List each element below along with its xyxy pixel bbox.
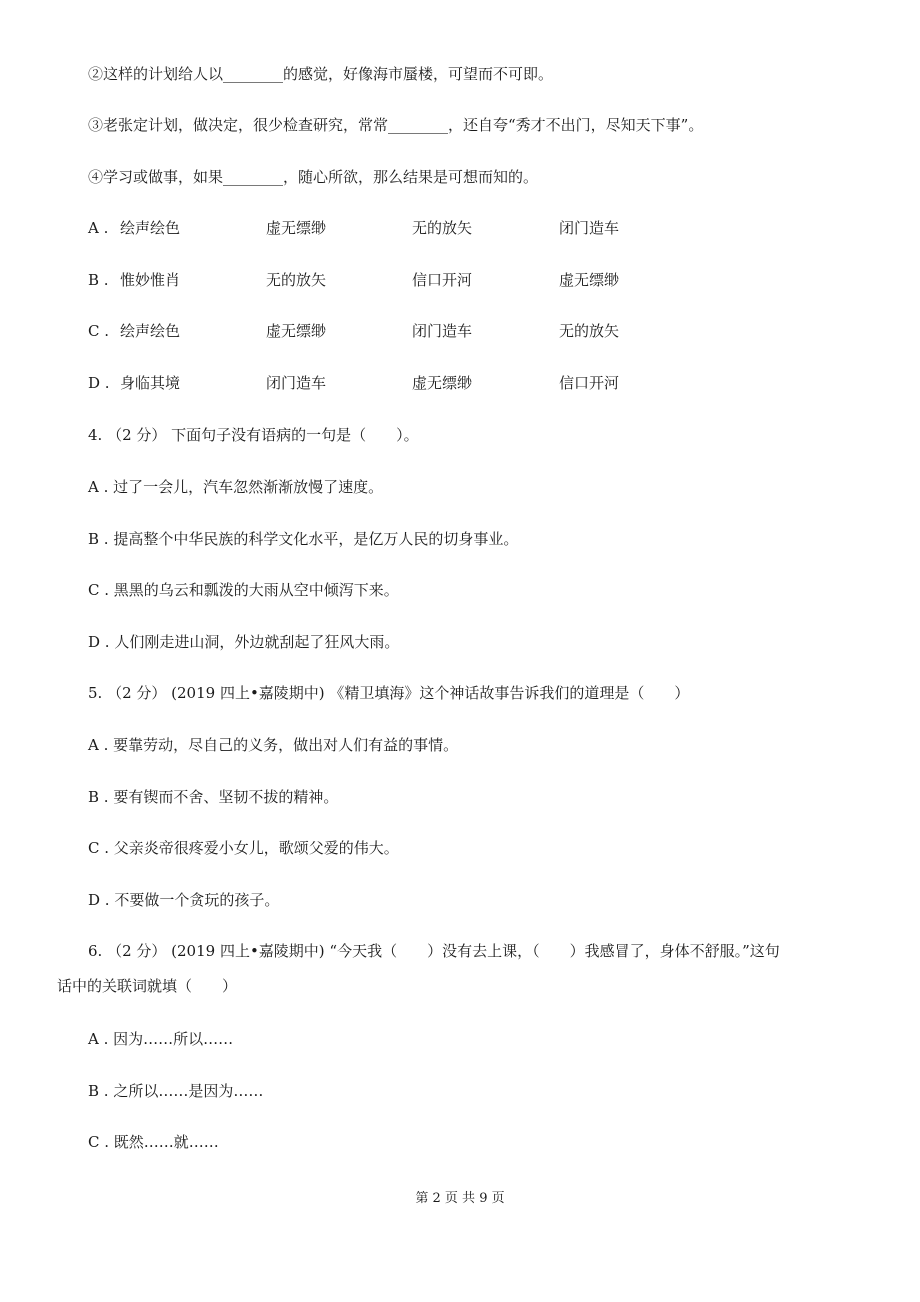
q5-stem: 5. （2 分） (2019 四上•嘉陵期中) 《精卫填海》这个神话故事告诉我们的道理是（ ）: [88, 684, 690, 702]
option-word: 虚无缥缈: [559, 271, 620, 289]
option-word: 无的放矢: [559, 322, 620, 340]
q4-option-d[interactable]: D . 人们刚走进山洞，外边就刮起了狂风大雨。: [88, 633, 400, 651]
option-word: 虚无缥缈: [266, 322, 327, 340]
option-word: 虚无缥缈: [412, 374, 473, 392]
option-word: 无的放矢: [412, 219, 473, 237]
option-word: 惟妙惟肖: [120, 271, 181, 289]
q3-option-a[interactable]: [88, 218, 788, 238]
page-number-footer: 第 2 页 共 9 页: [415, 1191, 505, 1206]
q5-option-c[interactable]: C . 父亲炎帝很疼爱小女儿，歌颂父爱的伟大。: [88, 839, 399, 857]
q6-option-c[interactable]: C . 既然……就……: [88, 1133, 219, 1151]
q6-option-b[interactable]: B . 之所以……是因为……: [88, 1082, 264, 1100]
option-word: 虚无缥缈: [266, 219, 327, 237]
q3-option-c[interactable]: [88, 321, 788, 341]
q3-sentence-4: ④学习或做事，如果________，随心所欲，那么结果是可想而知的。: [88, 168, 539, 186]
option-word: 无的放矢: [266, 271, 327, 289]
option-letter: D .: [88, 374, 110, 392]
option-letter: B .: [88, 271, 109, 289]
option-word: 绘声绘色: [120, 219, 181, 237]
q5-option-d[interactable]: D . 不要做一个贪玩的孩子。: [88, 891, 280, 909]
q3-option-b[interactable]: [88, 270, 788, 290]
q5-option-b[interactable]: B . 要有锲而不舍、坚韧不拔的精神。: [88, 788, 339, 806]
option-letter: A .: [88, 219, 109, 237]
q4-option-b[interactable]: B . 提高整个中华民族的科学文化水平，是亿万人民的切身事业。: [88, 530, 519, 548]
q3-option-d[interactable]: [88, 373, 788, 393]
option-letter: C .: [88, 322, 110, 340]
q4-option-a[interactable]: A . 过了一会儿，汽车忽然渐渐放慢了速度。: [88, 478, 384, 496]
option-word: 绘声绘色: [120, 322, 181, 340]
q6-stem-line1: 6. （2 分） (2019 四上•嘉陵期中) “今天我（ ）没有去上课，（ ）我感冒了，身体不舒服。”这句: [88, 942, 780, 960]
q3-sentence-3: ③老张定计划，做决定，很少检查研究，常常________，还自夸“秀才不出门，尽知天下事”。: [88, 116, 704, 134]
option-word: 信口开河: [559, 374, 620, 392]
q4-stem: 4. （2 分） 下面句子没有语病的一句是（ ）。: [88, 426, 419, 444]
option-word: 闭门造车: [412, 322, 473, 340]
q6-stem-line2: 话中的关联词就填（ ）: [57, 977, 238, 995]
option-word: 闭门造车: [266, 374, 327, 392]
q6-option-a[interactable]: A . 因为……所以……: [88, 1030, 234, 1048]
option-word: 闭门造车: [559, 219, 620, 237]
q4-option-c[interactable]: C . 黑黑的乌云和瓢泼的大雨从空中倾泻下来。: [88, 581, 399, 599]
option-word: 信口开河: [412, 271, 473, 289]
option-word: 身临其境: [120, 374, 181, 392]
q5-option-a[interactable]: A . 要靠劳动，尽自己的义务，做出对人们有益的事情。: [88, 736, 459, 754]
q3-sentence-2: ②这样的计划给人以________的感觉，好像海市蜃楼，可望而不可即。: [88, 65, 554, 83]
